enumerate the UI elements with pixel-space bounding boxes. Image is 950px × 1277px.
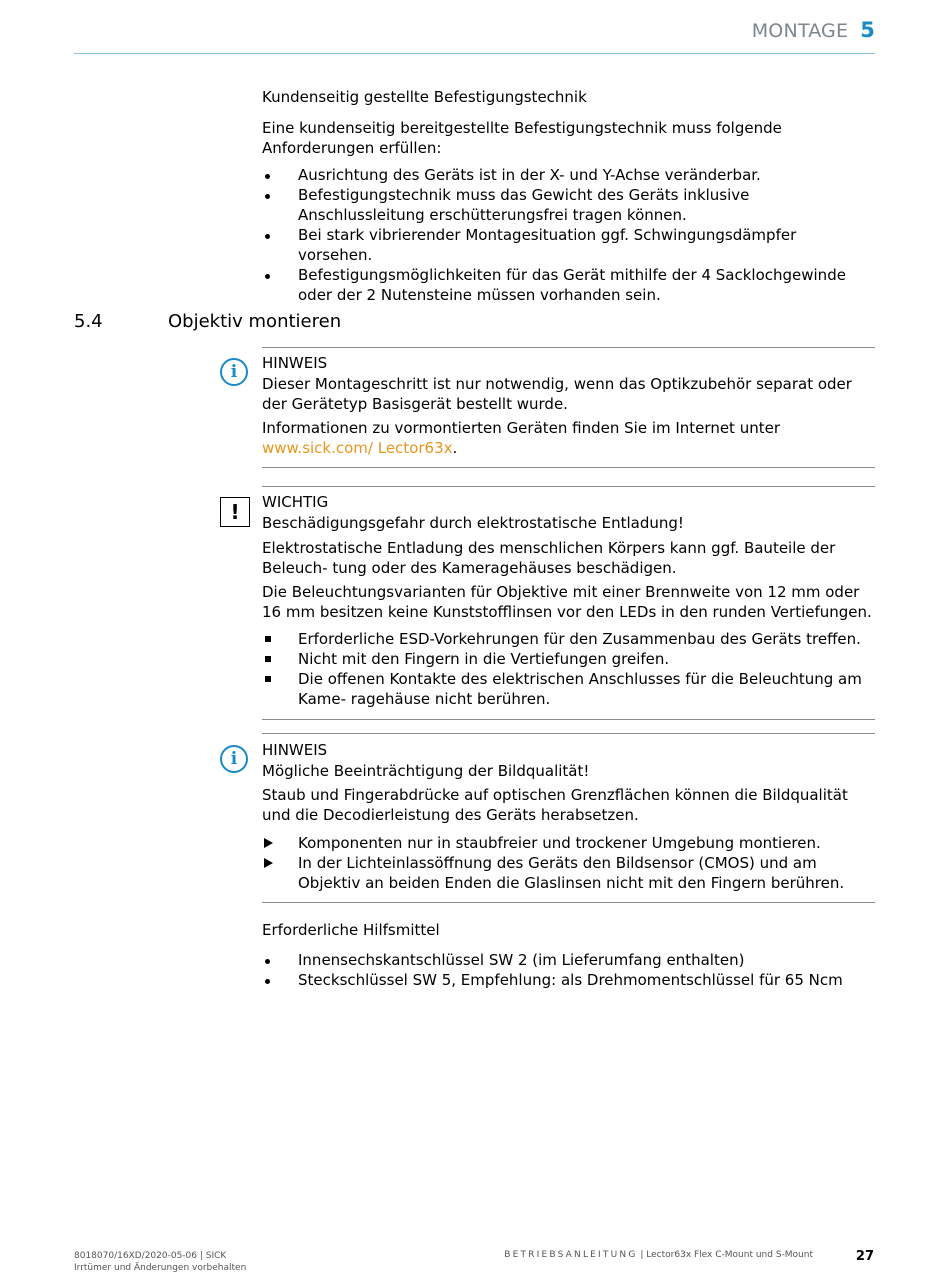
list-item: Befestigungstechnik muss das Gewicht des Geräts inklusive Anschlussleitung erschütterungsfrei tragen können. [298, 186, 750, 224]
list-item: Nicht mit den Fingern in die Vertiefungen greifen. [298, 650, 670, 668]
list-item: Bei stark vibrierender Montagesituation ggf. Schwingungsdämpfer vorsehen. [298, 226, 797, 264]
list-item: Ausrichtung des Geräts ist in der X- und Y-Achse veränderbar. [298, 166, 761, 184]
list-item: Erforderliche ESD-Vorkehrungen für den Zusammenbau des Geräts treffen. [298, 630, 861, 648]
note-bottom-rule [262, 902, 875, 903]
header-divider [74, 53, 875, 54]
list-item: Befestigungsmöglichkeiten für das Gerät mithilfe der 4 Sacklochgewinde oder der 2 Nutensteine müssen vorhanden sein. [298, 266, 846, 304]
section-title: Objektiv montieren [168, 311, 342, 332]
list-item: In der Lichteinlassöffnung des Geräts den Bildsensor (CMOS) und am Objektiv an beiden Enden die Glaslinsen nicht mit den Fingern berühren. [298, 854, 845, 892]
info-icon: i [220, 745, 248, 773]
info-icon: i [220, 358, 248, 386]
note-top-rule [262, 733, 875, 734]
sick-website-link[interactable]: www.sick.com/ Lector63x [262, 439, 453, 457]
list-item: Steckschlüssel SW 5, Empfehlung: als Drehmomentschlüssel für 65 Ncm [298, 971, 843, 989]
footer-disclaimer: Irrtümer und Änderungen vorbehalten [74, 1263, 247, 1273]
list-item: Innensechskantschlüssel SW 2 (im Lieferumfang enthalten) [298, 951, 745, 969]
note-text: Staub und Fingerabdrücke auf optischen Grenzflächen können die Bildqualität und die Decodierleistung des Geräts herabsetzen. [262, 786, 848, 824]
note-text: Dieser Montageschritt ist nur notwendig, wenn das Optikzubehör separat oder der Gerätetyp Basisgerät bestellt wurde. [262, 375, 852, 413]
page-number: 27 [855, 1249, 874, 1264]
warning-exclamation-icon: ! [220, 497, 250, 527]
list-item: Komponenten nur in staubfreier und trockener Umgebung montieren. [298, 834, 821, 852]
handling-steps-list [262, 833, 875, 893]
note-bottom-rule [262, 467, 875, 468]
mounting-heading: Kundenseitig gestellte Befestigungstechnik [262, 88, 587, 106]
chapter-title: MONTAGE [751, 20, 849, 42]
footer-doc-title [504, 1250, 813, 1260]
tools-heading: Erforderliche Hilfsmittel [262, 921, 440, 939]
important-headline: Beschädigungsgefahr durch elektrostatische Entladung! [262, 514, 684, 532]
chapter-number: 5 [860, 18, 875, 42]
footer-doc-type: BETRIEBSANLEITUNG [504, 1250, 638, 1260]
list-item: Die offenen Kontakte des elektrischen Anschlusses für die Beleuchtung am Kame- ragehäuse nicht berühren. [298, 670, 862, 708]
important-text-2: Die Beleuchtungsvarianten für Objektive mit einer Brennweite von 12 mm oder 16 mm besitzen keine Kunststofflinsen vor den LEDs in den runden Vertiefungen. [262, 583, 872, 621]
note-label: HINWEIS [262, 741, 328, 759]
esd-precautions-list [262, 629, 875, 709]
important-top-rule [262, 486, 875, 487]
note-top-rule [262, 347, 875, 348]
footer-product: | Lector63x Flex C-Mount und S-Mount [640, 1250, 813, 1260]
important-text-1: Elektrostatische Entladung des menschlichen Körpers kann ggf. Bauteile der Beleuch- tung oder des Kameragehäuses beschädigen. [262, 539, 836, 577]
important-bottom-rule [262, 719, 875, 720]
tools-list [262, 950, 875, 990]
note-headline: Mögliche Beeinträchtigung der Bildqualität! [262, 762, 590, 780]
mounting-intro: Eine kundenseitig bereitgestellte Befestigungstechnik muss folgende Anforderungen erfüllen: [262, 119, 782, 157]
section-number: 5.4 [74, 311, 103, 332]
note-label: HINWEIS [262, 354, 328, 372]
footer-doc-id: 8018070/16XD/2020-05-06 | SICK [74, 1251, 227, 1261]
important-label: WICHTIG [262, 493, 329, 511]
footer-doc-info [74, 1250, 246, 1274]
chapter-header [752, 18, 875, 42]
mounting-requirements-list [262, 165, 875, 305]
note-info: Informationen zu vormontierten Geräten finden Sie im Internet unter www.sick.com/ Lector63x. [262, 419, 780, 457]
